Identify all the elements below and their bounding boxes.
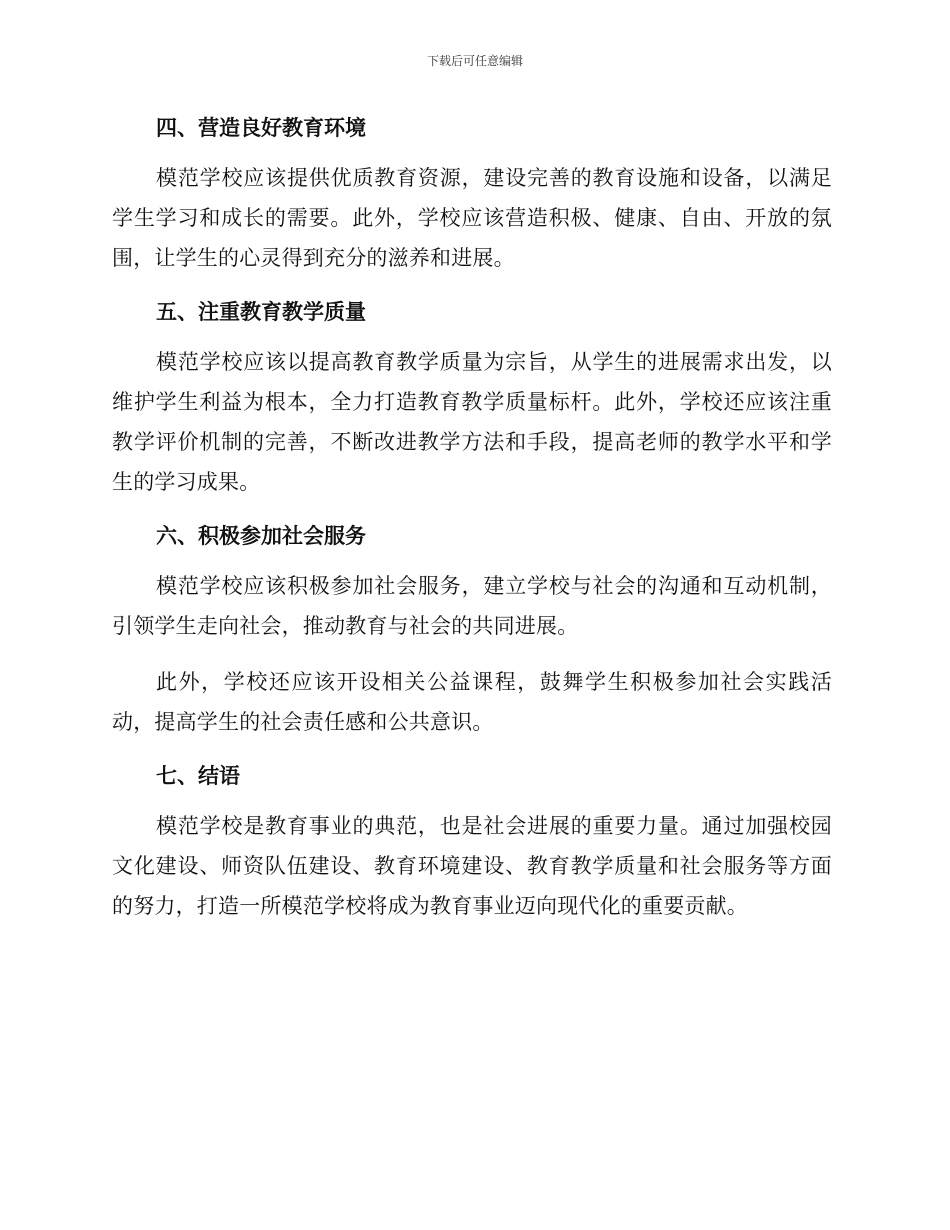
section-paragraph: 模范学校应该提供优质教育资源，建设完善的教育设施和设备，以满足学生学习和成长的需要。此外，学校应该营造积极、健康、自由、开放的氛围，让学生的心灵得到充分的滋养和进展。 xyxy=(112,166,832,270)
section-paragraph: 此外，学校还应该开设相关公益课程，鼓舞学生积极参加社会实践活动，提高学生的社会责任感和公共意识。 xyxy=(112,670,832,734)
section-paragraph: 模范学校是教育事业的典范，也是社会进展的重要力量。通过加强校园文化建设、师资队伍建设、教育环境建设、教育教学质量和社会服务等方面的努力，打造一所模范学校将成为教育事业迈向现代化的重要贡献。 xyxy=(112,814,832,918)
section-quality xyxy=(112,294,832,502)
section-conclusion xyxy=(112,758,832,926)
section-paragraph: 模范学校应该以提高教育教学质量为宗旨，从学生的进展需求出发，以维护学生利益为根本，全力打造教育教学质量标杆。此外，学校还应该注重教学评价机制的完善，不断改进教学方法和手段，提高老师的教学水平和学生的学习成果。 xyxy=(112,350,832,494)
section-social-service xyxy=(112,518,832,742)
section-heading: 四、营造良好教育环境 xyxy=(156,115,366,140)
section-paragraph: 模范学校应该积极参加社会服务，建立学校与社会的沟通和互动机制，引领学生走向社会，推动教育与社会的共同进展。 xyxy=(112,574,832,638)
section-heading: 七、结语 xyxy=(156,763,240,788)
section-heading: 六、积极参加社会服务 xyxy=(156,523,366,548)
section-heading: 五、注重教育教学质量 xyxy=(156,299,366,324)
page-header: 下载后可任意编辑 xyxy=(426,54,523,68)
section-environment xyxy=(112,110,832,278)
document-body xyxy=(112,110,832,926)
